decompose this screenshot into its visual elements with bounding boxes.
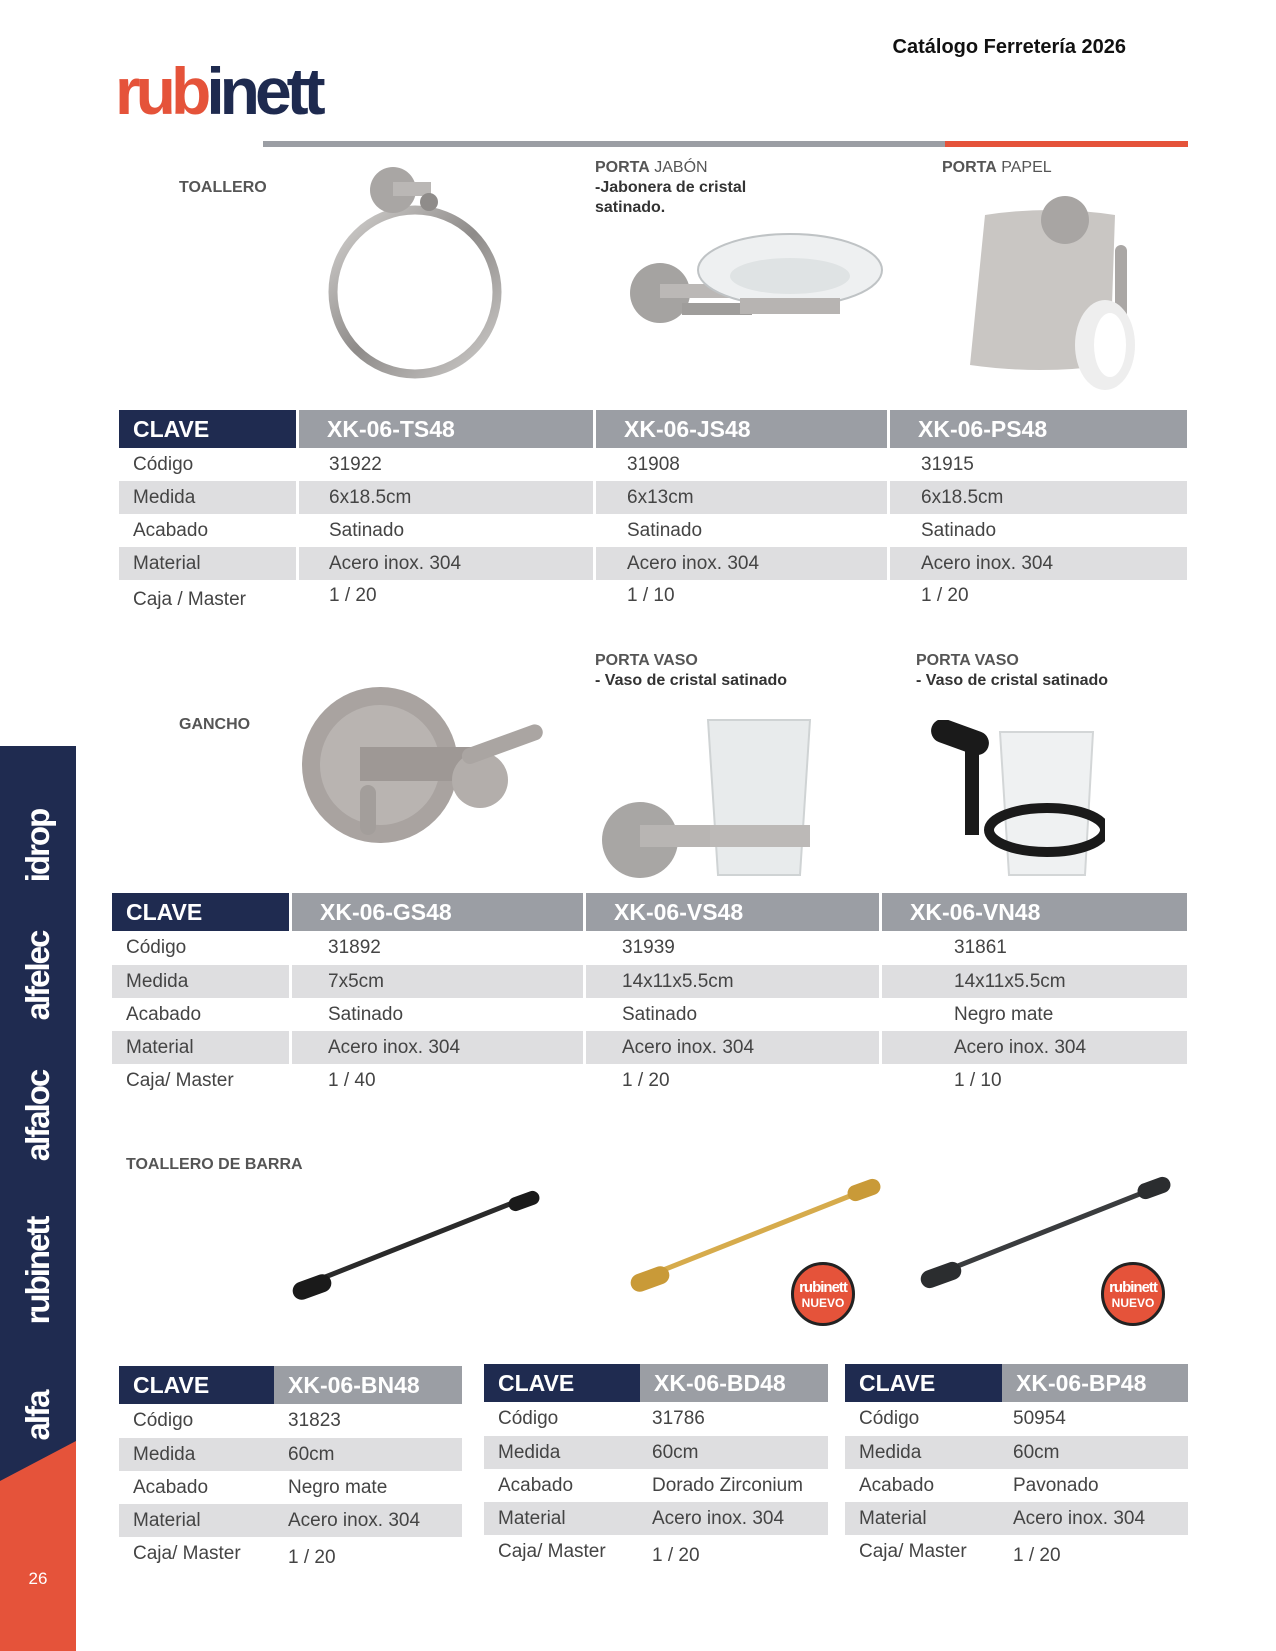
page-number: 26 <box>28 1569 48 1588</box>
towel-ring-image <box>325 162 515 390</box>
cell-value: Acero inox. 304 <box>622 1036 755 1058</box>
table-row <box>845 1502 1188 1535</box>
cup-holder-black-image <box>925 720 1105 885</box>
row-label: Código <box>859 1407 920 1429</box>
soap-dish-image <box>620 228 890 353</box>
row-label: Medida <box>859 1441 922 1463</box>
porta-vaso-2-title: PORTA VASO <box>916 652 1019 669</box>
logo-part1: rub <box>115 54 207 128</box>
cell-value: 14x11x5.5cm <box>954 970 1066 992</box>
catalog-title-text: Catálogo Ferretería <box>892 36 1076 58</box>
row-label: Acabado <box>498 1474 574 1496</box>
porta-jabon-sub1: -Jabonera de cristal <box>595 179 747 196</box>
cell-value: 1 / 20 <box>622 1069 670 1091</box>
row-label: Código <box>133 1409 194 1431</box>
row-label: Caja/ Master <box>859 1540 967 1562</box>
cell-value: Acero inox. 304 <box>627 552 760 574</box>
row-label: Código <box>133 453 194 475</box>
porta-papel-b: PAPEL <box>996 159 1052 176</box>
table-row <box>484 1402 828 1435</box>
badge-text: NUEVO <box>801 1295 845 1310</box>
row-label: Material <box>133 1509 201 1531</box>
catalog-title <box>893 36 1126 59</box>
porta-jabon-b: JABÓN <box>649 159 708 176</box>
table-row <box>112 998 1187 1031</box>
row-label: Código <box>126 936 187 958</box>
clave-value: XK-06-VN48 <box>882 893 1187 931</box>
label-gancho: GANCHO <box>179 716 251 733</box>
header-rule-gray <box>263 141 945 147</box>
cell-value: Satinado <box>622 1003 698 1025</box>
clave-value: XK-06-GS48 <box>292 893 583 931</box>
table-row <box>484 1469 828 1502</box>
cell-value: Acero inox. 304 <box>329 552 462 574</box>
table-row <box>845 1436 1188 1469</box>
clave-header: CLAVE <box>112 893 289 931</box>
clave-value: XK-06-BP48 <box>1002 1364 1188 1402</box>
label-porta-vaso-1 <box>595 651 787 691</box>
row-label: Caja / Master <box>133 588 246 610</box>
cell-value: 1 / 20 <box>652 1544 700 1566</box>
row-label: Material <box>133 552 201 574</box>
label-toallero: TOALLERO <box>179 179 267 196</box>
cell-value: Acero inox. 304 <box>921 552 1054 574</box>
table-row <box>119 481 1187 514</box>
brand-sidebar <box>0 746 76 1651</box>
nuevo-badge <box>791 1262 855 1326</box>
cell-value: 1 / 20 <box>329 584 377 606</box>
rubinett-logo <box>115 54 321 128</box>
cell-value: 7x5cm <box>328 970 384 992</box>
table-row <box>119 583 1187 616</box>
label-porta-vaso-2 <box>916 651 1108 691</box>
clave-value: XK-06-VS48 <box>586 893 879 931</box>
table-row <box>119 448 1187 481</box>
table-1 <box>119 410 1187 616</box>
table-row <box>119 1504 462 1537</box>
row-label: Caja/ Master <box>126 1069 234 1091</box>
cell-value: Negro mate <box>288 1476 388 1498</box>
cell-value: 1 / 10 <box>627 584 675 606</box>
table-3-bp48 <box>845 1364 1188 1574</box>
cell-value: Acero inox. 304 <box>954 1036 1087 1058</box>
hook-image <box>300 685 550 855</box>
row-label: Material <box>859 1507 927 1529</box>
table-row <box>119 514 1187 547</box>
table-row <box>845 1469 1188 1502</box>
table-row <box>112 1031 1187 1064</box>
cell-value: 50954 <box>1013 1407 1066 1429</box>
table-row <box>119 1537 462 1570</box>
brand-alfaloc: alfaloc <box>19 1070 56 1162</box>
table-row <box>484 1436 828 1469</box>
cell-value: 6x18.5cm <box>921 486 1004 508</box>
cell-value: 31915 <box>921 453 974 475</box>
porta-vaso-1-title: PORTA VASO <box>595 652 698 669</box>
paper-holder-image <box>960 185 1150 400</box>
row-label: Acabado <box>133 1476 209 1498</box>
logo-part2: inett <box>206 54 321 128</box>
cell-value: 31939 <box>622 936 675 958</box>
cell-value: 31786 <box>652 1407 705 1429</box>
cell-value: 60cm <box>1013 1441 1060 1463</box>
label-toallero-barra: TOALLERO DE BARRA <box>126 1156 303 1173</box>
brand-alfelec: alfelec <box>19 931 56 1021</box>
badge-brand: rubinett <box>1109 1278 1157 1296</box>
table-row <box>119 1404 462 1437</box>
cell-value: Negro mate <box>954 1003 1054 1025</box>
row-label: Acabado <box>859 1474 935 1496</box>
clave-value: XK-06-BD48 <box>640 1364 828 1402</box>
cell-value: Satinado <box>921 519 997 541</box>
label-porta-jabon <box>595 158 746 218</box>
row-label: Medida <box>126 970 189 992</box>
row-label: Acabado <box>126 1003 202 1025</box>
cell-value: Satinado <box>329 519 405 541</box>
cell-value: Pavonado <box>1013 1474 1099 1496</box>
cell-value: 1 / 40 <box>328 1069 376 1091</box>
porta-papel-a: PORTA <box>942 159 997 176</box>
brand-idrop: idrop <box>19 809 56 883</box>
cell-value: 1 / 10 <box>954 1069 1002 1091</box>
cell-value: 1 / 20 <box>1013 1544 1061 1566</box>
row-label: Medida <box>133 1443 196 1465</box>
towel-bar-black-image <box>290 1190 540 1305</box>
cell-value: Acero inox. 304 <box>328 1036 461 1058</box>
row-label: Medida <box>133 486 196 508</box>
clave-value: XK-06-BN48 <box>274 1366 462 1404</box>
cell-value: Acero inox. 304 <box>652 1507 785 1529</box>
cell-value: 6x18.5cm <box>329 486 412 508</box>
table-3-bd48 <box>484 1364 828 1574</box>
row-label: Caja/ Master <box>133 1542 241 1564</box>
table-row <box>845 1535 1188 1568</box>
cell-value: Dorado Zirconium <box>652 1474 803 1496</box>
row-label: Caja/ Master <box>498 1540 606 1562</box>
porta-vaso-1-sub: - Vaso de cristal satinado <box>595 672 788 689</box>
row-label: Material <box>498 1507 566 1529</box>
catalog-year: 2026 <box>1081 36 1126 58</box>
cup-holder-satin-image <box>600 715 815 880</box>
clave-header: CLAVE <box>119 1366 274 1404</box>
table-row <box>112 965 1187 998</box>
clave-header: CLAVE <box>484 1364 640 1402</box>
label-porta-papel <box>942 158 1052 178</box>
table-2 <box>112 893 1187 1103</box>
header-rule-red <box>945 141 1188 147</box>
cell-value: Acero inox. 304 <box>1013 1507 1146 1529</box>
porta-vaso-2-sub: - Vaso de cristal satinado <box>916 672 1109 689</box>
cell-value: 31823 <box>288 1409 341 1431</box>
table-row <box>112 931 1187 964</box>
row-label: Acabado <box>133 519 209 541</box>
clave-value: XK-06-PS48 <box>890 410 1187 448</box>
row-label: Material <box>126 1036 194 1058</box>
table-3-bn48 <box>119 1366 462 1574</box>
cell-value: Satinado <box>627 519 703 541</box>
clave-header: CLAVE <box>119 410 296 448</box>
table-row <box>484 1502 828 1535</box>
cell-value: 1 / 20 <box>288 1546 336 1568</box>
cell-value: Satinado <box>328 1003 404 1025</box>
table-row <box>484 1535 828 1568</box>
brand-alfa: alfa <box>19 1391 56 1441</box>
table-row <box>119 547 1187 580</box>
porta-jabon-sub2: satinado. <box>595 199 666 216</box>
cell-value: 14x11x5.5cm <box>622 970 734 992</box>
nuevo-badge <box>1101 1262 1165 1326</box>
row-label: Medida <box>498 1441 561 1463</box>
clave-value: XK-06-JS48 <box>596 410 887 448</box>
badge-brand: rubinett <box>799 1278 847 1296</box>
table-row <box>845 1402 1188 1435</box>
clave-value: XK-06-TS48 <box>299 410 593 448</box>
badge-text: NUEVO <box>1111 1295 1155 1310</box>
clave-header: CLAVE <box>845 1364 1002 1402</box>
brand-rubinett: rubinett <box>19 1217 56 1325</box>
cell-value: 31908 <box>627 453 680 475</box>
table-row <box>119 1471 462 1504</box>
table-row <box>112 1064 1187 1097</box>
cell-value: 31892 <box>328 936 381 958</box>
cell-value: 60cm <box>288 1443 335 1465</box>
table-row <box>119 1438 462 1471</box>
cell-value: Acero inox. 304 <box>288 1509 421 1531</box>
porta-jabon-a: PORTA <box>595 159 650 176</box>
cell-value: 1 / 20 <box>921 584 969 606</box>
row-label: Código <box>498 1407 559 1429</box>
cell-value: 6x13cm <box>627 486 694 508</box>
cell-value: 60cm <box>652 1441 699 1463</box>
cell-value: 31922 <box>329 453 382 475</box>
cell-value: 31861 <box>954 936 1007 958</box>
